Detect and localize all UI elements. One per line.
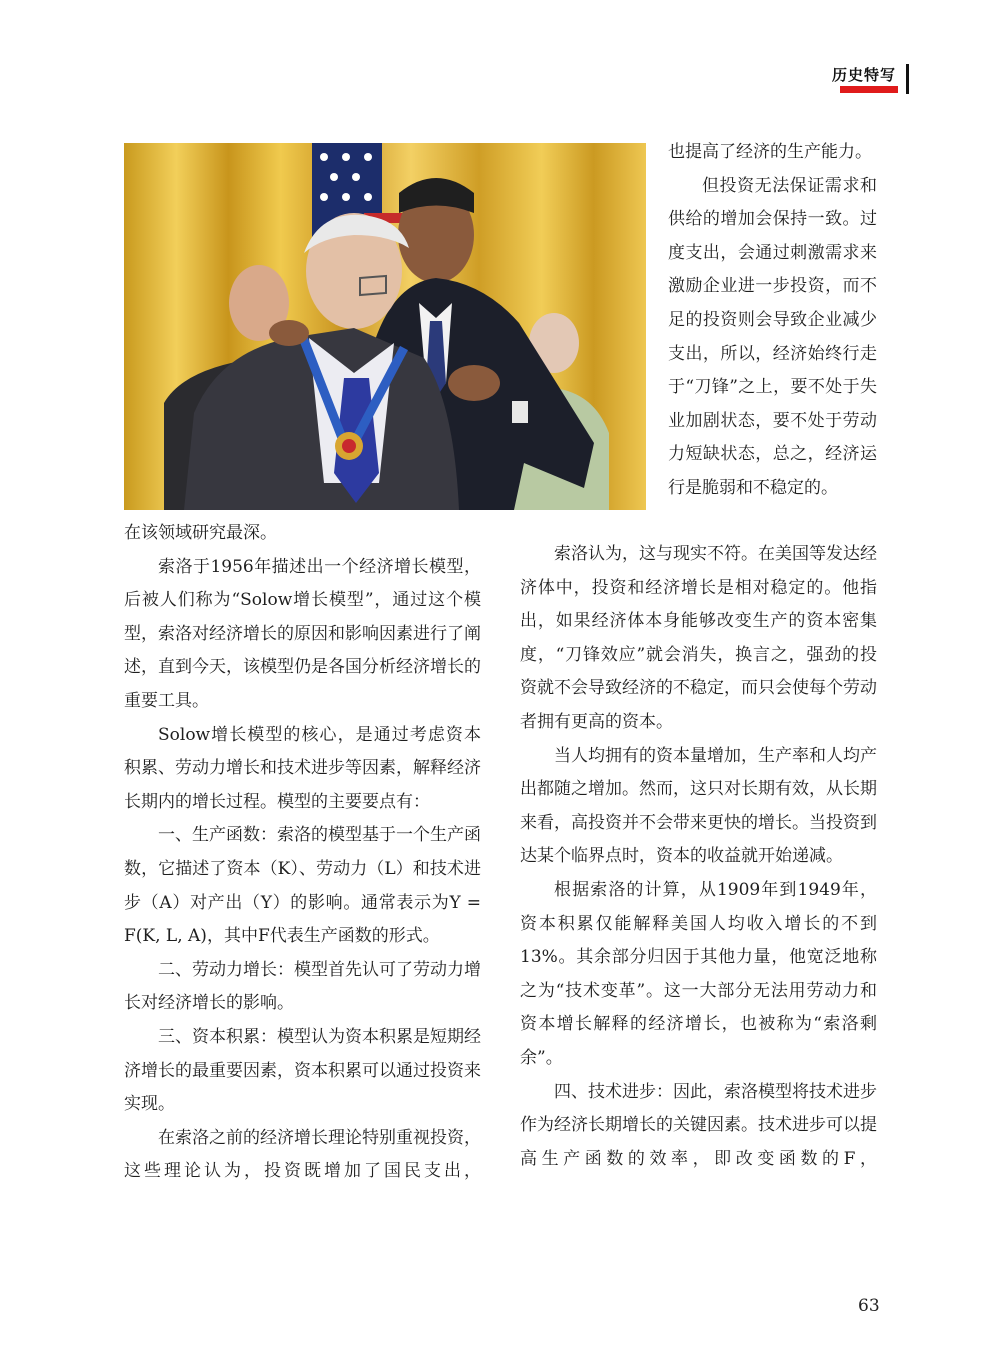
paragraph: 索洛于1956年描述出一个经济增长模型，后被人们称为“Solow增长模型”，通过这个模型，索洛对经济增长的原因和影响因素进行了阐述，直到今天，该模型仍是各国分析经济增长的重要工具。 (124, 556, 481, 711)
paragraph: 在索洛之前的经济增长理论特别重视投资，这些理论认为，投资既增加了国民支出， (124, 1127, 481, 1182)
paragraph: Solow增长模型的核心，是通过考虑资本积累、劳动力增长和技术进步等因素，解释经济长期内的增长过程。模型的主要要点有： (124, 724, 481, 812)
paragraph: 三、资本积累：模型认为资本积累是短期经济增长的最重要因素，资本积累可以通过投资来实现。 (124, 1026, 481, 1115)
paragraph: 索洛认为，这与现实不符。在美国等发达经济体中，投资和经济增长是相对稳定的。他指出，如果经济体本身能够改变生产的资本密集度，“刀锋效应”就会消失，换言之，强劲的投资就不会导致经济的不稳定，而只会使每个劳动者拥有更高的资本。 (520, 544, 877, 732)
section-tag: 历史特写 (831, 66, 896, 84)
paragraph: 但投资无法保证需求和供给的增加会保持一致。过度支出，会通过刺激需求来激励企业进一步投资，而不足的投资则会导致企业减少支出，所以，经济始终行走于“刀锋”之上，要不处于失业加剧状态，要不处于劳动力短缺状态，总之，经济运行是脆弱和不稳定的。 (668, 175, 877, 498)
paragraph: 在该领域研究最深。 (124, 523, 277, 543)
text-column-right-top (668, 136, 877, 506)
section-tag-divider (906, 64, 909, 94)
photo-medal-ceremony (124, 143, 646, 510)
page-number: 63 (858, 1296, 880, 1316)
paragraph: 当人均拥有的资本量增加，生产率和人均产出都随之增加。然而，这只对长期有效，从长期来看，高投资并不会带来更快的增长。当投资到达某个临界点时，资本的收益就开始递减。 (520, 745, 877, 867)
text-column-right (520, 538, 877, 1176)
text-column-left (124, 517, 481, 1189)
paragraph: 二、劳动力增长：模型首先认可了劳动力增长对经济增长的影响。 (124, 959, 481, 1014)
paragraph: 四、技术进步：因此，索洛模型将技术进步作为经济长期增长的关键因素。技术进步可以提高生产函数的效率，即改变函数的F， (520, 1081, 877, 1169)
paragraph: 一、生产函数：索洛的模型基于一个生产函数，它描述了资本（K）、劳动力（L）和技术进步（A）对产出（Y）的影响。通常表示为Y = F(K, L, A)，其中F代表生产函数的形式。 (124, 825, 481, 947)
paragraph: 根据索洛的计算，从1909年到1949年，资本积累仅能解释美国人均收入增长的不到13%。其余部分归因于其他力量，他宽泛地称之为“技术变革”。这一大部分无法用劳动力和资本增长解释的经济增长，也被称为“索洛剩余”。 (520, 879, 877, 1068)
paragraph: 也提高了经济的生产能力。 (668, 142, 872, 162)
section-tag-underline (840, 86, 898, 93)
